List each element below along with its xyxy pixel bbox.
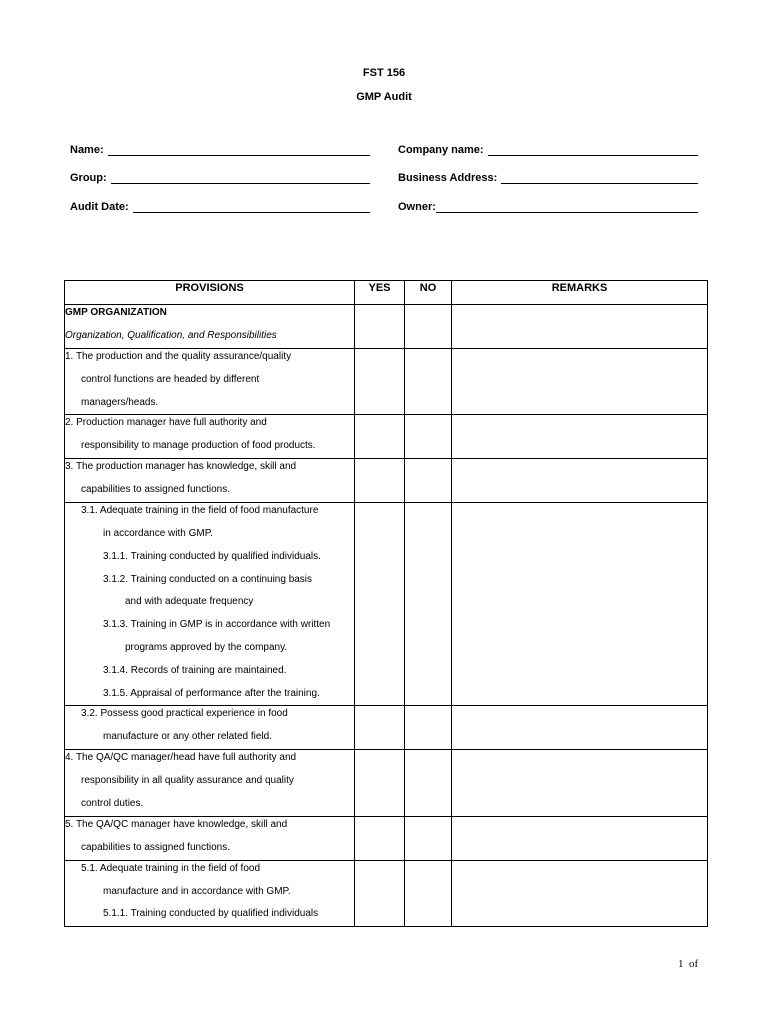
no-cell[interactable] bbox=[405, 348, 452, 415]
table-row bbox=[65, 502, 708, 705]
remarks-cell[interactable] bbox=[452, 816, 708, 860]
provision-line: 3.1. Adequate training in the field of food manufacture bbox=[81, 504, 319, 516]
page-number: 1 of bbox=[678, 958, 699, 970]
provision-cell bbox=[65, 415, 355, 459]
provision-line: 3.1.3. Training in GMP is in accordance with written bbox=[103, 619, 331, 631]
group-field bbox=[70, 168, 370, 184]
audit-date-line[interactable] bbox=[133, 200, 370, 213]
provision-line: capabilities to assigned functions. bbox=[81, 841, 230, 853]
name-field bbox=[70, 140, 370, 156]
business-address-field bbox=[398, 168, 698, 184]
provision-line: GMP ORGANIZATION bbox=[65, 307, 167, 318]
provision-line: programs approved by the company. bbox=[125, 641, 288, 653]
audit-table bbox=[64, 280, 708, 927]
remarks-cell[interactable] bbox=[452, 415, 708, 459]
provision-line: 4. The QA/QC manager/head have full authority and bbox=[65, 752, 297, 764]
provision-line: 5. The QA/QC manager have knowledge, skill and bbox=[65, 818, 288, 830]
provision-cell bbox=[65, 706, 355, 750]
provision-line: Organization, Qualification, and Responsibilities bbox=[65, 330, 277, 341]
provision-line: 5.1. Adequate training in the field of food bbox=[81, 862, 261, 874]
remarks-cell[interactable] bbox=[452, 348, 708, 415]
provision-line: control duties. bbox=[81, 797, 144, 809]
provision-line: responsibility in all quality assurance and quality bbox=[81, 775, 294, 787]
provision-line: 3. The production manager has knowledge, skill and bbox=[65, 461, 297, 473]
company-name-line[interactable] bbox=[488, 143, 698, 156]
provision-line: in accordance with GMP. bbox=[103, 527, 213, 539]
owner-label: Owner: bbox=[398, 201, 436, 213]
table-row bbox=[65, 706, 708, 750]
provision-line: and with adequate frequency bbox=[125, 596, 254, 608]
table-row bbox=[65, 305, 708, 349]
yes-cell[interactable] bbox=[355, 502, 405, 705]
business-address-line[interactable] bbox=[501, 171, 698, 184]
remarks-cell[interactable] bbox=[452, 750, 708, 817]
provision-cell bbox=[65, 459, 355, 503]
provision-line: control functions are headed by different bbox=[81, 373, 260, 385]
provision-line: managers/heads. bbox=[81, 396, 159, 408]
provision-line: capabilities to assigned functions. bbox=[81, 484, 230, 496]
table-row bbox=[65, 816, 708, 860]
yes-cell[interactable] bbox=[355, 459, 405, 503]
business-address-label: Business Address: bbox=[398, 172, 498, 184]
no-cell[interactable] bbox=[405, 706, 452, 750]
provision-line: manufacture and in accordance with GMP. bbox=[103, 885, 291, 897]
provision-line: 1. The production and the quality assurance/quality bbox=[65, 350, 292, 362]
name-label: Name: bbox=[70, 144, 104, 156]
audit-table-body bbox=[65, 305, 708, 927]
provision-line: 2. Production manager have full authority and bbox=[65, 417, 267, 429]
provision-line: responsibility to manage production of food products. bbox=[81, 440, 316, 452]
group-label: Group: bbox=[70, 172, 107, 184]
owner-line[interactable] bbox=[436, 200, 698, 213]
provision-line: 3.1.4. Records of training are maintained. bbox=[103, 664, 287, 676]
audit-date-label: Audit Date: bbox=[70, 201, 129, 213]
provision-cell bbox=[65, 750, 355, 817]
remarks-cell[interactable] bbox=[452, 305, 708, 349]
provision-cell bbox=[65, 860, 355, 927]
group-line[interactable] bbox=[111, 171, 370, 184]
yes-cell[interactable] bbox=[355, 348, 405, 415]
table-row bbox=[65, 750, 708, 817]
yes-cell[interactable] bbox=[355, 860, 405, 927]
table-row bbox=[65, 415, 708, 459]
provision-line: 3.2. Possess good practical experience in food bbox=[81, 708, 288, 720]
yes-cell[interactable] bbox=[355, 305, 405, 349]
no-cell[interactable] bbox=[405, 502, 452, 705]
no-cell[interactable] bbox=[405, 750, 452, 817]
header-remarks: REMARKS bbox=[452, 281, 708, 305]
header-yes: YES bbox=[355, 281, 405, 305]
provision-line: 3.1.1. Training conducted by qualified individuals. bbox=[103, 550, 321, 562]
table-row bbox=[65, 348, 708, 415]
audit-date-field bbox=[70, 197, 370, 213]
yes-cell[interactable] bbox=[355, 816, 405, 860]
provision-line: 5.1.1. Training conducted by qualified individuals bbox=[103, 908, 319, 920]
no-cell[interactable] bbox=[405, 816, 452, 860]
header-provisions: PROVISIONS bbox=[65, 281, 355, 305]
name-line[interactable] bbox=[108, 143, 370, 156]
no-cell[interactable] bbox=[405, 415, 452, 459]
table-header-row bbox=[65, 281, 708, 305]
remarks-cell[interactable] bbox=[452, 706, 708, 750]
header-no: NO bbox=[405, 281, 452, 305]
table-row bbox=[65, 459, 708, 503]
no-cell[interactable] bbox=[405, 305, 452, 349]
company-name-field bbox=[398, 140, 698, 156]
document-title: GMP Audit bbox=[356, 91, 412, 103]
yes-cell[interactable] bbox=[355, 415, 405, 459]
course-code: FST 156 bbox=[362, 67, 406, 79]
provision-cell bbox=[65, 348, 355, 415]
no-cell[interactable] bbox=[405, 459, 452, 503]
remarks-cell[interactable] bbox=[452, 459, 708, 503]
no-cell[interactable] bbox=[405, 860, 452, 927]
table-row bbox=[65, 860, 708, 927]
remarks-cell[interactable] bbox=[452, 502, 708, 705]
provision-line: 3.1.5. Appraisal of performance after the training. bbox=[103, 687, 320, 699]
provision-line: manufacture or any other related field. bbox=[103, 731, 272, 743]
remarks-cell[interactable] bbox=[452, 860, 708, 927]
provision-line: 3.1.2. Training conducted on a continuing basis bbox=[103, 573, 313, 585]
owner-field bbox=[398, 197, 698, 213]
company-name-label: Company name: bbox=[398, 144, 484, 156]
provision-cell bbox=[65, 816, 355, 860]
yes-cell[interactable] bbox=[355, 750, 405, 817]
yes-cell[interactable] bbox=[355, 706, 405, 750]
provision-cell bbox=[65, 305, 355, 349]
provision-cell bbox=[65, 502, 355, 705]
